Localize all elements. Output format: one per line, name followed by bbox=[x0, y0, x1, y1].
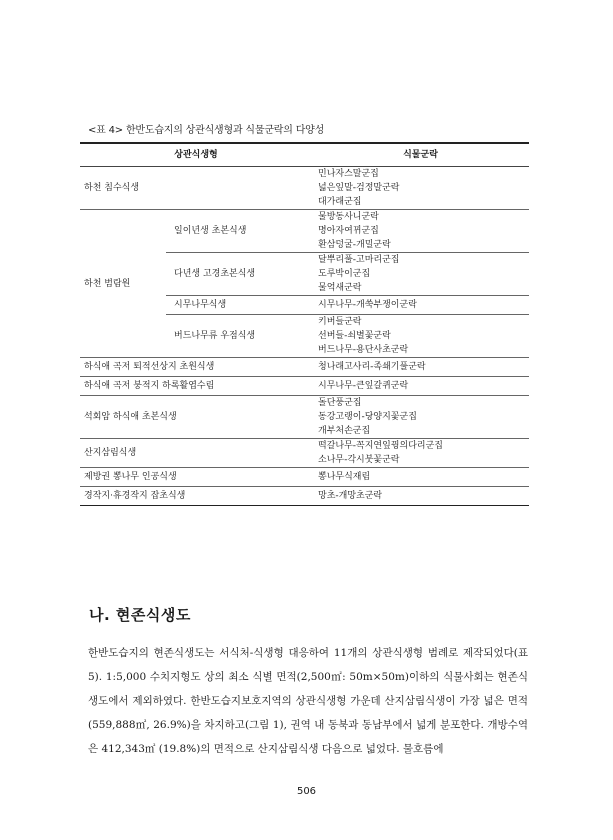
vegetation-table bbox=[80, 142, 529, 506]
vegetation-subtype-cell: 시무나무식생 bbox=[166, 296, 312, 315]
vegetation-subtype-cell: 다년생 고경초본식생 bbox=[166, 253, 312, 296]
page-number: 506 bbox=[296, 786, 317, 797]
plant-community-cell bbox=[312, 296, 529, 315]
plant-community-cell bbox=[312, 253, 529, 296]
plant-community-cell bbox=[312, 315, 529, 358]
community-name: 명아자여뀌군집 bbox=[318, 226, 379, 236]
vegetation-type-cell: 석회암 하식애 초본식생 bbox=[80, 396, 312, 439]
vegetation-group-cell: 하천 범람원 bbox=[80, 210, 166, 358]
vegetation-subtype-cell: 일이년생 초본식생 bbox=[166, 210, 312, 253]
table-row bbox=[80, 358, 529, 377]
plant-community-cell bbox=[312, 439, 529, 468]
community-name: 키버들군락 bbox=[318, 317, 362, 327]
community-name: 개부처손군집 bbox=[318, 426, 371, 436]
community-name: 대가래군집 bbox=[318, 197, 362, 207]
community-name: 청나래고사리-족쇄기풀군락 bbox=[318, 362, 426, 372]
vegetation-type-cell: 경작지·휴경작지 잡초식생 bbox=[80, 487, 312, 506]
plant-community-cell bbox=[312, 210, 529, 253]
table-row bbox=[80, 396, 529, 439]
paragraph-text: 한반도습지의 현존식생도는 서식처-식생형 대응하여 11개의 상관식생형 범례로 제작되었다(표 5). 1:5,000 수치지형도 상의 최소 식별 면적(2,500㎡: 50m×50m)이하의 식물사회는 현존식생도에서 제외하였다. 한반도습지보호지역의 상관식생형 가운데 산지삼림식생이 가장 넓은 면적(559,888㎡, 26.9%)을 차지하고(그림 1), 권역 내 동북과 동남부에서 넓게 분포한다. 개방수역은 412,343㎡ (19.8%)의 면적으로 산지삼림식생 다음으로 넓었다. 물호름에 bbox=[88, 647, 528, 755]
community-name: 망초-개망초군락 bbox=[318, 491, 383, 501]
community-name: 환삼덩굴-개밀군락 bbox=[318, 240, 391, 250]
plant-community-cell bbox=[312, 377, 529, 396]
vegetation-type-cell: 하천 침수식생 bbox=[80, 167, 312, 210]
vegetation-subtype-cell: 버드나무류 우점식생 bbox=[166, 315, 312, 358]
plant-community-cell bbox=[312, 468, 529, 487]
header-plant-community: 식물군락 bbox=[312, 143, 529, 167]
table-caption: <표 4> 한반도습지의 상관식생형과 식물군락의 다양성 bbox=[88, 125, 325, 136]
community-name: 뽕나무식재림 bbox=[318, 472, 371, 482]
table-body bbox=[80, 167, 529, 506]
table-row bbox=[80, 167, 529, 210]
vegetation-type-cell: 제방권 뽕나무 인공식생 bbox=[80, 468, 312, 487]
table-row bbox=[80, 487, 529, 506]
community-name: 소나무-각시붓꽃군락 bbox=[318, 455, 400, 465]
vegetation-type-cell: 산지삼림식생 bbox=[80, 439, 312, 468]
community-name: 민나자스말군집 bbox=[318, 169, 379, 179]
community-name: 달뿌리풀-고마리군집 bbox=[318, 255, 400, 265]
community-name: 넓은잎말-검정말군락 bbox=[318, 183, 400, 193]
community-name: 버드나무-용단사초군락 bbox=[318, 345, 409, 355]
community-name: 시무나무-개쑥부쟁이군락 bbox=[318, 300, 417, 310]
table-row bbox=[80, 439, 529, 468]
plant-community-cell bbox=[312, 167, 529, 210]
plant-community-cell bbox=[312, 396, 529, 439]
plant-community-cell bbox=[312, 487, 529, 506]
section-title: 나. 현존식생도 bbox=[89, 606, 191, 624]
vegetation-type-cell: 하식애 곡저 퇴적선상지 초원식생 bbox=[80, 358, 312, 377]
community-name: 시무나무-큰잎갈퀴군락 bbox=[318, 381, 409, 391]
community-name: 동강고랭이-당양지꽃군집 bbox=[318, 412, 417, 422]
community-name: 물방동사니군락 bbox=[318, 212, 379, 222]
table-row bbox=[80, 210, 529, 253]
table-row bbox=[80, 468, 529, 487]
community-name: 물억새군락 bbox=[318, 283, 362, 293]
plant-community-cell bbox=[312, 358, 529, 377]
table-row bbox=[80, 377, 529, 396]
vegetation-type-cell: 하식애 곡저 붕적지 하록활엽수림 bbox=[80, 377, 312, 396]
community-name: 선버들-쇠별꽃군락 bbox=[318, 331, 391, 341]
community-name: 도루박이군집 bbox=[318, 269, 371, 279]
header-vegetation-type: 상관식생형 bbox=[80, 143, 312, 167]
table-header-row bbox=[80, 143, 529, 167]
community-name: 돌단풍군집 bbox=[318, 398, 362, 408]
community-name: 떡갈나무-꼭지연잎꿩의다리군집 bbox=[318, 441, 443, 451]
body-paragraph bbox=[88, 641, 528, 761]
